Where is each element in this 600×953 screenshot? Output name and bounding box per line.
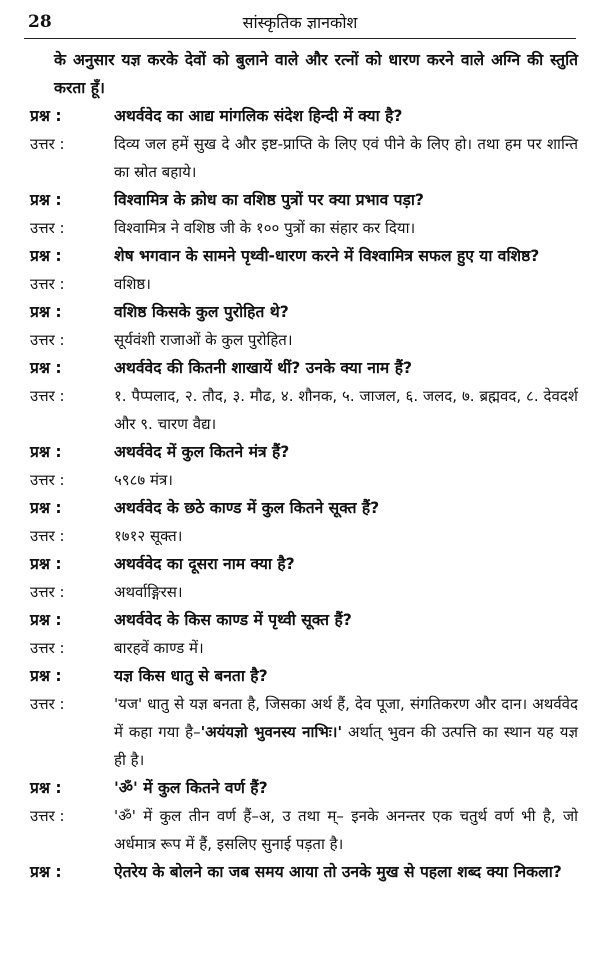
question-entry <box>30 242 578 270</box>
answer-entry <box>30 522 578 550</box>
question-text: अथर्ववेद का दूसरा नाम क्या है? <box>114 555 295 573</box>
answer-entry <box>30 382 578 438</box>
question-label: प्रश्न : <box>30 359 62 377</box>
question-entry <box>30 550 578 578</box>
running-title: सांस्कृतिक ज्ञानकोश <box>242 13 358 32</box>
answer-entry <box>30 578 578 606</box>
answer-label: उत्तर : <box>30 639 65 657</box>
continued-paragraph: के अनुसार यज्ञ करके देवों को बुलाने वाले और रत्नों को धारण करने वाले अग्नि की स्तुति करता हूँ। <box>54 51 578 97</box>
answer-entry <box>30 802 578 858</box>
question-text: अथर्ववेद के किस काण्ड में पृथ्वी सूक्त हैं? <box>114 611 352 629</box>
page-number: 28 <box>28 12 52 32</box>
page-header <box>24 6 576 39</box>
question-text: ऐतरेय के बोलने का जब समय आया तो उनके मुख से पहला शब्द क्या निकला? <box>114 863 562 881</box>
answer-text: वशिष्ठ। <box>114 275 151 293</box>
question-label: प्रश्न : <box>30 191 62 209</box>
question-label: प्रश्न : <box>30 247 62 265</box>
answer-entry <box>30 634 578 662</box>
question-entry <box>30 494 578 522</box>
answer-entry <box>30 466 578 494</box>
question-entry <box>30 354 578 382</box>
question-entry <box>30 438 578 466</box>
answer-text: १७१२ सूक्त। <box>114 527 183 545</box>
qa-list <box>30 102 578 886</box>
answer-label: उत्तर : <box>30 583 65 601</box>
answer-text-part: अर्थात् भुवन की उत्पत्ति का स्थान यह यज्ञ ही है। <box>114 723 579 769</box>
answer-text-part: 'यज' धातु से यज्ञ बनता है, जिसका अर्थ हैं, देव पूजा, संगतिकरण और दान। अथर्ववेद में कहा गया है– <box>114 695 578 741</box>
answer-text: ५९८७ मंत्र। <box>114 471 173 489</box>
question-label: प्रश्न : <box>30 443 62 461</box>
question-entry <box>30 606 578 634</box>
question-text: विश्वामित्र के क्रोध का वशिष्ठ पुत्रों पर क्या प्रभाव पड़ा? <box>114 191 424 209</box>
answer-entry <box>30 690 578 774</box>
answer-entry <box>30 270 578 298</box>
answer-text: दिव्य जल हमें सुख दे और इष्ट-प्राप्ति के लिए एवं पीने के लिए हो। तथा हम पर शान्ति का स्रोत बहाये। <box>114 135 578 181</box>
question-entry <box>30 298 578 326</box>
question-entry <box>30 186 578 214</box>
answer-text <box>114 690 578 774</box>
answer-label: उत्तर : <box>30 387 65 405</box>
question-entry <box>30 858 578 886</box>
answer-label: उत्तर : <box>30 807 65 825</box>
question-text: अथर्ववेद में कुल कितने मंत्र हैं? <box>114 443 290 461</box>
answer-text: विश्वामित्र ने वशिष्ठ जी के १०० पुत्रों का संहार कर दिया। <box>114 219 416 237</box>
question-label: प्रश्न : <box>30 107 62 125</box>
question-text: 'ॐ' में कुल कितने वर्ण हैं? <box>114 779 268 797</box>
answer-label: उत्तर : <box>30 695 65 713</box>
answer-entry <box>30 130 578 186</box>
answer-text: बारहवें काण्ड में। <box>114 639 204 657</box>
answer-entry <box>30 214 578 242</box>
question-label: प्रश्न : <box>30 555 62 573</box>
question-label: प्रश्न : <box>30 611 62 629</box>
answer-text: 'ॐ' में कुल तीन वर्ण हैं–अ, उ तथा म्– इनके अनन्तर एक चतुर्थ वर्ण भी है, जो अर्धमात्र रूप में हैं, इसलिए सुनाई पड़ता है। <box>114 807 578 853</box>
answer-entry <box>30 326 578 354</box>
answer-label: उत्तर : <box>30 331 65 349</box>
answer-label: उत्तर : <box>30 527 65 545</box>
question-text: अथर्ववेद की कितनी शाखायें थीं? उनके क्या नाम हैं? <box>114 359 413 377</box>
question-label: प्रश्न : <box>30 303 62 321</box>
question-text: अथर्ववेद के छठे काण्ड में कुल कितने सूक्त हैं? <box>114 499 380 517</box>
question-label: प्रश्न : <box>30 667 62 685</box>
answer-label: उत्तर : <box>30 219 65 237</box>
question-label: प्रश्न : <box>30 779 62 797</box>
question-entry <box>30 662 578 690</box>
answer-text: अथर्वाङ्गिरस। <box>114 583 183 601</box>
question-label: प्रश्न : <box>30 863 62 881</box>
question-label: प्रश्न : <box>30 499 62 517</box>
question-text: अथर्ववेद का आद्य मांगलिक संदेश हिन्दी में क्या है? <box>114 107 403 125</box>
answer-label: उत्तर : <box>30 135 65 153</box>
answer-label: उत्तर : <box>30 275 65 293</box>
question-text: शेष भगवान के सामने पृथ्वी-धारण करने में विश्वामित्र सफल हुए या वशिष्ठ? <box>114 247 540 265</box>
page-body <box>30 46 578 949</box>
question-entry <box>30 774 578 802</box>
question-text: यज्ञ किस धातु से बनता है? <box>114 667 268 685</box>
answer-text: १. पैप्पलाद, २. तौद, ३. मौढ, ४. शौनक, ५. जाजल, ६. जलद, ७. ब्रह्मवद, ८. देवदर्श और ९. चारण वैद्य। <box>114 387 578 433</box>
answer-label: उत्तर : <box>30 471 65 489</box>
question-entry <box>30 102 578 130</box>
sanskrit-quote: 'अयंयज्ञो भुवनस्य नाभिः।' <box>200 723 343 741</box>
question-text: वशिष्ठ किसके कुल पुरोहित थे? <box>114 303 289 321</box>
answer-text: सूर्यवंशी राजाओं के कुल पुरोहित। <box>114 331 293 349</box>
